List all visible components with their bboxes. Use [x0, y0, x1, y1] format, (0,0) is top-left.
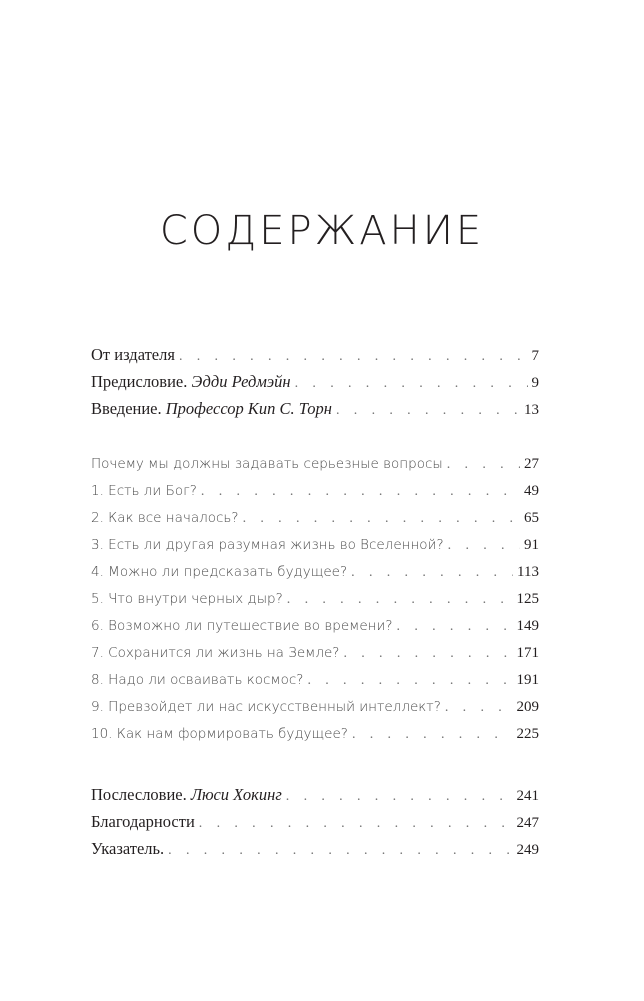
- toc-entry-label: Почему мы должны задавать серьезные вопросы: [91, 456, 443, 472]
- toc-entry[interactable]: [91, 613, 539, 640]
- toc-entry-page: 91: [524, 537, 539, 553]
- toc-entry[interactable]: [91, 781, 539, 808]
- toc-entry-page: 9: [531, 375, 539, 391]
- toc-entry-page: 191: [516, 672, 539, 688]
- toc-entry-page: 13: [524, 402, 539, 418]
- toc-entry-author: Эдди Редмэйн: [191, 372, 291, 391]
- toc-entry-label: 6. Возможно ли путешествие во времени?: [91, 618, 393, 634]
- toc-entry-page: 65: [524, 510, 539, 526]
- dot-leader: [287, 586, 513, 613]
- toc-entry-label: От издателя: [91, 345, 175, 364]
- toc-entry[interactable]: [91, 505, 539, 532]
- toc-entry-page: 149: [516, 618, 539, 634]
- toc-back-matter: [91, 781, 539, 862]
- dot-leader: [351, 559, 513, 586]
- toc-entry-label: 5. Что внутри черных дыр?: [91, 591, 283, 607]
- toc-entry-author: Люси Хокинг: [190, 785, 282, 804]
- dot-leader: [447, 451, 520, 478]
- dot-leader: [286, 783, 513, 808]
- toc-front-matter: [91, 341, 539, 422]
- toc-entry-label: 9. Превзойдет ли нас искусственный интеллект?: [91, 699, 441, 715]
- toc-entry[interactable]: [91, 395, 539, 422]
- toc-entry-label: 8. Надо ли осваивать космос?: [91, 672, 304, 688]
- toc-entry-label: 7. Сохранится ли жизнь на Земле?: [91, 645, 340, 661]
- dot-leader: [168, 837, 512, 862]
- toc-entry-label: Благодарности: [91, 812, 195, 831]
- toc-entry[interactable]: [91, 667, 539, 694]
- toc-entry-page: 49: [524, 483, 539, 499]
- toc-chapters: [91, 451, 539, 748]
- dot-leader: [199, 810, 513, 835]
- toc-entry[interactable]: [91, 478, 539, 505]
- toc-entry[interactable]: [91, 532, 539, 559]
- toc-entry-label: Указатель.: [91, 839, 165, 858]
- toc-entry[interactable]: [91, 451, 539, 478]
- toc-entry[interactable]: [91, 586, 539, 613]
- dot-leader: [243, 505, 520, 532]
- toc-entry-label: Введение. Профессор Кип С. Торн: [91, 399, 332, 418]
- toc-entry-label: 2. Как все началось?: [91, 510, 239, 526]
- toc-entry-page: 113: [517, 564, 539, 580]
- toc-entry-page: 27: [524, 456, 539, 472]
- toc-entry[interactable]: [91, 835, 539, 862]
- toc-entry-label: 3. Есть ли другая разумная жизнь во Вселенной?: [91, 537, 444, 553]
- toc-entry-page: 171: [516, 645, 539, 661]
- toc-entry-label: Предисловие. Эдди Редмэйн: [91, 372, 291, 391]
- dot-leader: [201, 478, 520, 505]
- page-title: СОДЕРЖАНИЕ: [159, 208, 485, 254]
- dot-leader: [445, 694, 513, 721]
- toc-entry-page: 249: [516, 842, 539, 858]
- toc-entry-label: 1. Есть ли Бог?: [91, 483, 197, 499]
- dot-leader: [336, 397, 520, 422]
- toc-entry-page: 7: [531, 348, 539, 364]
- toc-entry-page: 247: [516, 815, 539, 831]
- dot-leader: [352, 721, 513, 748]
- toc-entry-page: 225: [516, 726, 539, 742]
- toc-entry-page: 125: [516, 591, 539, 607]
- toc-entry-author: Профессор Кип С. Торн: [165, 399, 332, 418]
- toc-entry[interactable]: [91, 341, 539, 368]
- toc-entry-label: Послесловие. Люси Хокинг: [91, 785, 282, 804]
- toc-entry-page: 241: [516, 788, 539, 804]
- toc-entry[interactable]: [91, 368, 539, 395]
- dot-leader: [343, 640, 512, 667]
- toc-entry-page: 209: [516, 699, 539, 715]
- dot-leader: [307, 667, 512, 694]
- toc-entry-label: 4. Можно ли предсказать будущее?: [91, 564, 348, 580]
- dot-leader: [397, 613, 513, 640]
- toc-entry[interactable]: [91, 721, 539, 748]
- toc-entry[interactable]: [91, 640, 539, 667]
- dot-leader: [295, 370, 528, 395]
- toc-entry[interactable]: [91, 559, 539, 586]
- toc-entry-label: 10. Как нам формировать будущее?: [91, 726, 348, 742]
- dot-leader: [179, 343, 528, 368]
- toc-entry[interactable]: [91, 808, 539, 835]
- toc-entry[interactable]: [91, 694, 539, 721]
- dot-leader: [448, 532, 520, 559]
